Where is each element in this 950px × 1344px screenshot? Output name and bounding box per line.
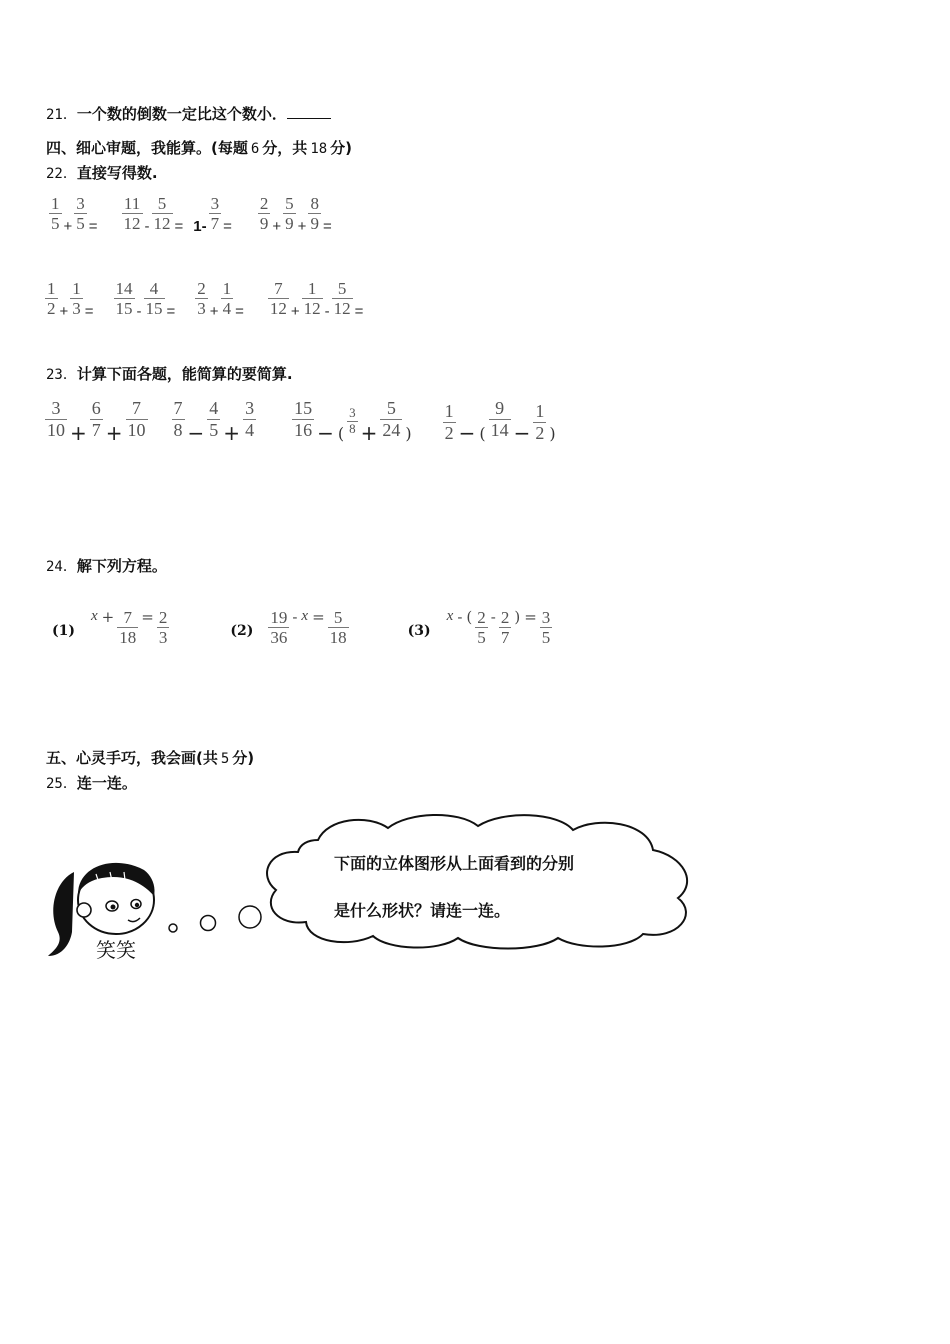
fraction (221, 279, 234, 318)
denominator: 18 (329, 628, 347, 648)
denominator: 2 (444, 422, 454, 443)
denominator: 3 (158, 628, 168, 648)
denominator: 5 (209, 419, 219, 440)
numerator: 5 (157, 193, 167, 213)
q22-line (46, 162, 158, 183)
q23-row (44, 393, 558, 445)
denominator: 9 (310, 214, 319, 233)
q22-text: 直接写得数. (76, 164, 158, 182)
denominator: 12 (123, 214, 141, 233)
equals: = (174, 218, 184, 235)
fraction (45, 398, 67, 439)
fraction (122, 194, 143, 233)
section4-score-b: 18 (310, 141, 328, 157)
fraction (172, 398, 185, 439)
operator: − (458, 421, 476, 445)
fraction (499, 608, 512, 647)
fraction (195, 279, 208, 318)
denominator: 2 (535, 422, 545, 443)
numerator: 15 (294, 398, 313, 419)
speech-cloud (258, 810, 698, 950)
numerator: 2 (197, 278, 206, 298)
q24-number: 24． (46, 559, 77, 575)
numerator: 2 (500, 608, 510, 627)
denominator: 5 (477, 628, 486, 648)
denominator: 5 (76, 214, 85, 233)
denominator: 12 (303, 299, 321, 318)
section4-end: 分) (330, 139, 353, 157)
fraction (443, 401, 456, 442)
operator: + (360, 421, 378, 445)
numerator: 5 (337, 278, 347, 298)
numerator: 5 (386, 398, 396, 419)
right-paren: ) (549, 423, 556, 443)
numerator: 11 (123, 193, 141, 213)
numerator: 1 (307, 278, 317, 298)
denominator: 14 (490, 419, 509, 440)
operator: - (136, 303, 142, 320)
equals: = (88, 218, 98, 235)
fraction (533, 401, 546, 442)
numerator: 1 (222, 278, 232, 298)
section4-score-a: 6 (250, 141, 260, 157)
equals: = (166, 303, 176, 320)
numerator: 3 (76, 193, 85, 213)
q23-number: 23． (46, 367, 77, 383)
numerator: 9 (495, 398, 505, 419)
numerator: 7 (173, 398, 183, 419)
numerator: 5 (333, 608, 343, 627)
fraction (144, 279, 165, 318)
denominator: 4 (245, 419, 255, 440)
operator: + (63, 218, 73, 235)
fraction (209, 194, 222, 233)
operator: − (187, 421, 205, 445)
denominator: 4 (222, 299, 232, 318)
fraction (90, 398, 103, 439)
equals: = (235, 303, 244, 320)
equation-label: (3) (407, 622, 431, 639)
fraction (347, 406, 358, 436)
operator: - (144, 218, 150, 235)
numerator: 19 (270, 608, 288, 627)
fraction (243, 398, 256, 439)
fraction (207, 398, 220, 439)
section5-title-text: 五、心灵手巧，我会画(共 (46, 749, 218, 767)
numerator: 1 (47, 278, 56, 298)
fraction (157, 608, 170, 647)
denominator: 9 (259, 214, 269, 233)
cloud-line-2: 是什么形状？请连一连。 (334, 901, 511, 920)
denominator: 36 (270, 628, 288, 648)
denominator: 3 (197, 299, 206, 318)
section5-title (46, 747, 254, 768)
operator: − (317, 421, 334, 445)
whole-minus: 1- (193, 218, 207, 235)
equation-label: (2) (230, 622, 254, 639)
numerator: 3 (210, 193, 220, 213)
fraction (49, 194, 62, 233)
q22-row2 (44, 277, 364, 320)
operator: - (490, 607, 496, 626)
numerator: 8 (310, 193, 319, 213)
denominator: 15 (145, 299, 163, 318)
q23-line (46, 363, 293, 384)
fraction (302, 279, 323, 318)
section4-title-text: 四、细心审题，我能算。(每题 (46, 139, 248, 157)
fraction (380, 398, 402, 439)
equals: = (354, 303, 364, 320)
denominator: 10 (47, 419, 65, 440)
fraction (114, 279, 135, 318)
equals: = (312, 607, 325, 626)
fraction (70, 279, 83, 318)
equals: = (223, 218, 232, 235)
fraction (332, 279, 353, 318)
q22-number: 22． (46, 166, 77, 182)
denominator: 7 (210, 214, 220, 233)
numerator: 3 (349, 404, 356, 420)
left-paren: ( (479, 423, 486, 443)
variable-x: x (301, 608, 309, 625)
fraction (475, 608, 488, 647)
fraction (268, 608, 289, 647)
numerator: 6 (91, 398, 101, 419)
fraction (489, 398, 511, 439)
equation-label: (1) (52, 622, 75, 639)
denominator: 2 (47, 299, 56, 318)
operator: + (290, 303, 300, 320)
section4-title (46, 137, 352, 158)
operator: + (70, 421, 87, 445)
denominator: 12 (269, 299, 287, 318)
numerator: 3 (51, 398, 61, 419)
operator: + (101, 607, 115, 626)
q25-text: 连一连。 (76, 774, 137, 792)
fraction (283, 194, 296, 233)
fraction (117, 608, 138, 647)
fraction (126, 398, 148, 439)
numerator: 1 (535, 401, 545, 422)
thought-bubbles (166, 902, 266, 942)
denominator: 18 (119, 628, 137, 648)
fraction (292, 398, 314, 439)
q22-row1 (48, 192, 333, 235)
q25-number: 25． (46, 776, 77, 792)
q21-line (46, 103, 331, 124)
operator: - (292, 607, 298, 626)
numerator: 2 (477, 608, 486, 627)
numerator: 1 (72, 278, 81, 298)
section5-end: 分) (232, 749, 255, 767)
numerator: 14 (115, 278, 133, 298)
left-paren: ( (337, 423, 345, 443)
operator: + (209, 303, 219, 320)
denominator: 12 (153, 214, 171, 233)
denominator: 10 (127, 419, 146, 440)
left-paren: ( (466, 607, 473, 626)
denominator: 9 (285, 214, 294, 233)
denominator: 8 (349, 420, 356, 436)
q24-line (46, 555, 167, 576)
variable-x: x (446, 608, 454, 625)
equals: = (322, 218, 332, 235)
operator: + (59, 303, 69, 320)
denominator: 16 (294, 419, 313, 440)
fraction (328, 608, 349, 647)
fraction (540, 608, 553, 647)
operator: + (223, 421, 241, 445)
equals: = (84, 303, 94, 320)
fraction (152, 194, 173, 233)
numerator: 4 (149, 278, 159, 298)
fraction (258, 194, 271, 233)
equals: = (524, 607, 537, 626)
q21-answer-blank[interactable] (287, 106, 331, 119)
operator: - (324, 303, 330, 320)
q21-text: 一个数的倒数一定比这个数小． (76, 105, 287, 123)
numerator: 1 (51, 193, 60, 213)
cloud-line-1: 下面的立体图形从上面看到的分别 (334, 854, 575, 873)
denominator: 7 (500, 628, 510, 648)
numerator: 4 (209, 398, 219, 419)
right-paren: ) (405, 423, 412, 443)
denominator: 24 (382, 419, 401, 440)
denominator: 15 (115, 299, 133, 318)
fraction (45, 279, 58, 318)
equals: = (141, 607, 154, 626)
numerator: 1 (444, 401, 454, 422)
operator: − (513, 421, 531, 445)
girl-label: 笑笑 (96, 938, 136, 962)
numerator: 5 (285, 193, 294, 213)
numerator: 7 (123, 608, 132, 627)
q23-text: 计算下面各题，能简算的要简算. (76, 365, 293, 383)
q25-line (46, 772, 137, 793)
denominator: 8 (173, 419, 183, 440)
operator: + (272, 218, 282, 235)
fraction (268, 279, 289, 318)
numerator: 7 (132, 398, 142, 419)
fraction (308, 194, 321, 233)
q21-number: 21． (46, 107, 77, 123)
q24-text: 解下列方程。 (76, 557, 167, 575)
q24-equations (52, 586, 553, 647)
numerator: 7 (274, 278, 283, 298)
denominator: 5 (541, 628, 551, 648)
section5-score: 5 (220, 751, 230, 767)
denominator: 12 (333, 299, 351, 318)
operator: + (297, 218, 307, 235)
numerator: 2 (259, 193, 269, 213)
denominator: 7 (91, 419, 101, 440)
operator: + (105, 421, 123, 445)
numerator: 3 (541, 608, 551, 627)
section4-mid: 分，共 (262, 139, 308, 157)
numerator: 2 (158, 608, 168, 627)
numerator: 3 (245, 398, 255, 419)
denominator: 3 (72, 299, 81, 318)
denominator: 5 (51, 214, 60, 233)
operator: - (457, 607, 463, 626)
fraction (74, 194, 87, 233)
variable-x: x (91, 608, 98, 625)
right-paren: ) (514, 607, 521, 626)
